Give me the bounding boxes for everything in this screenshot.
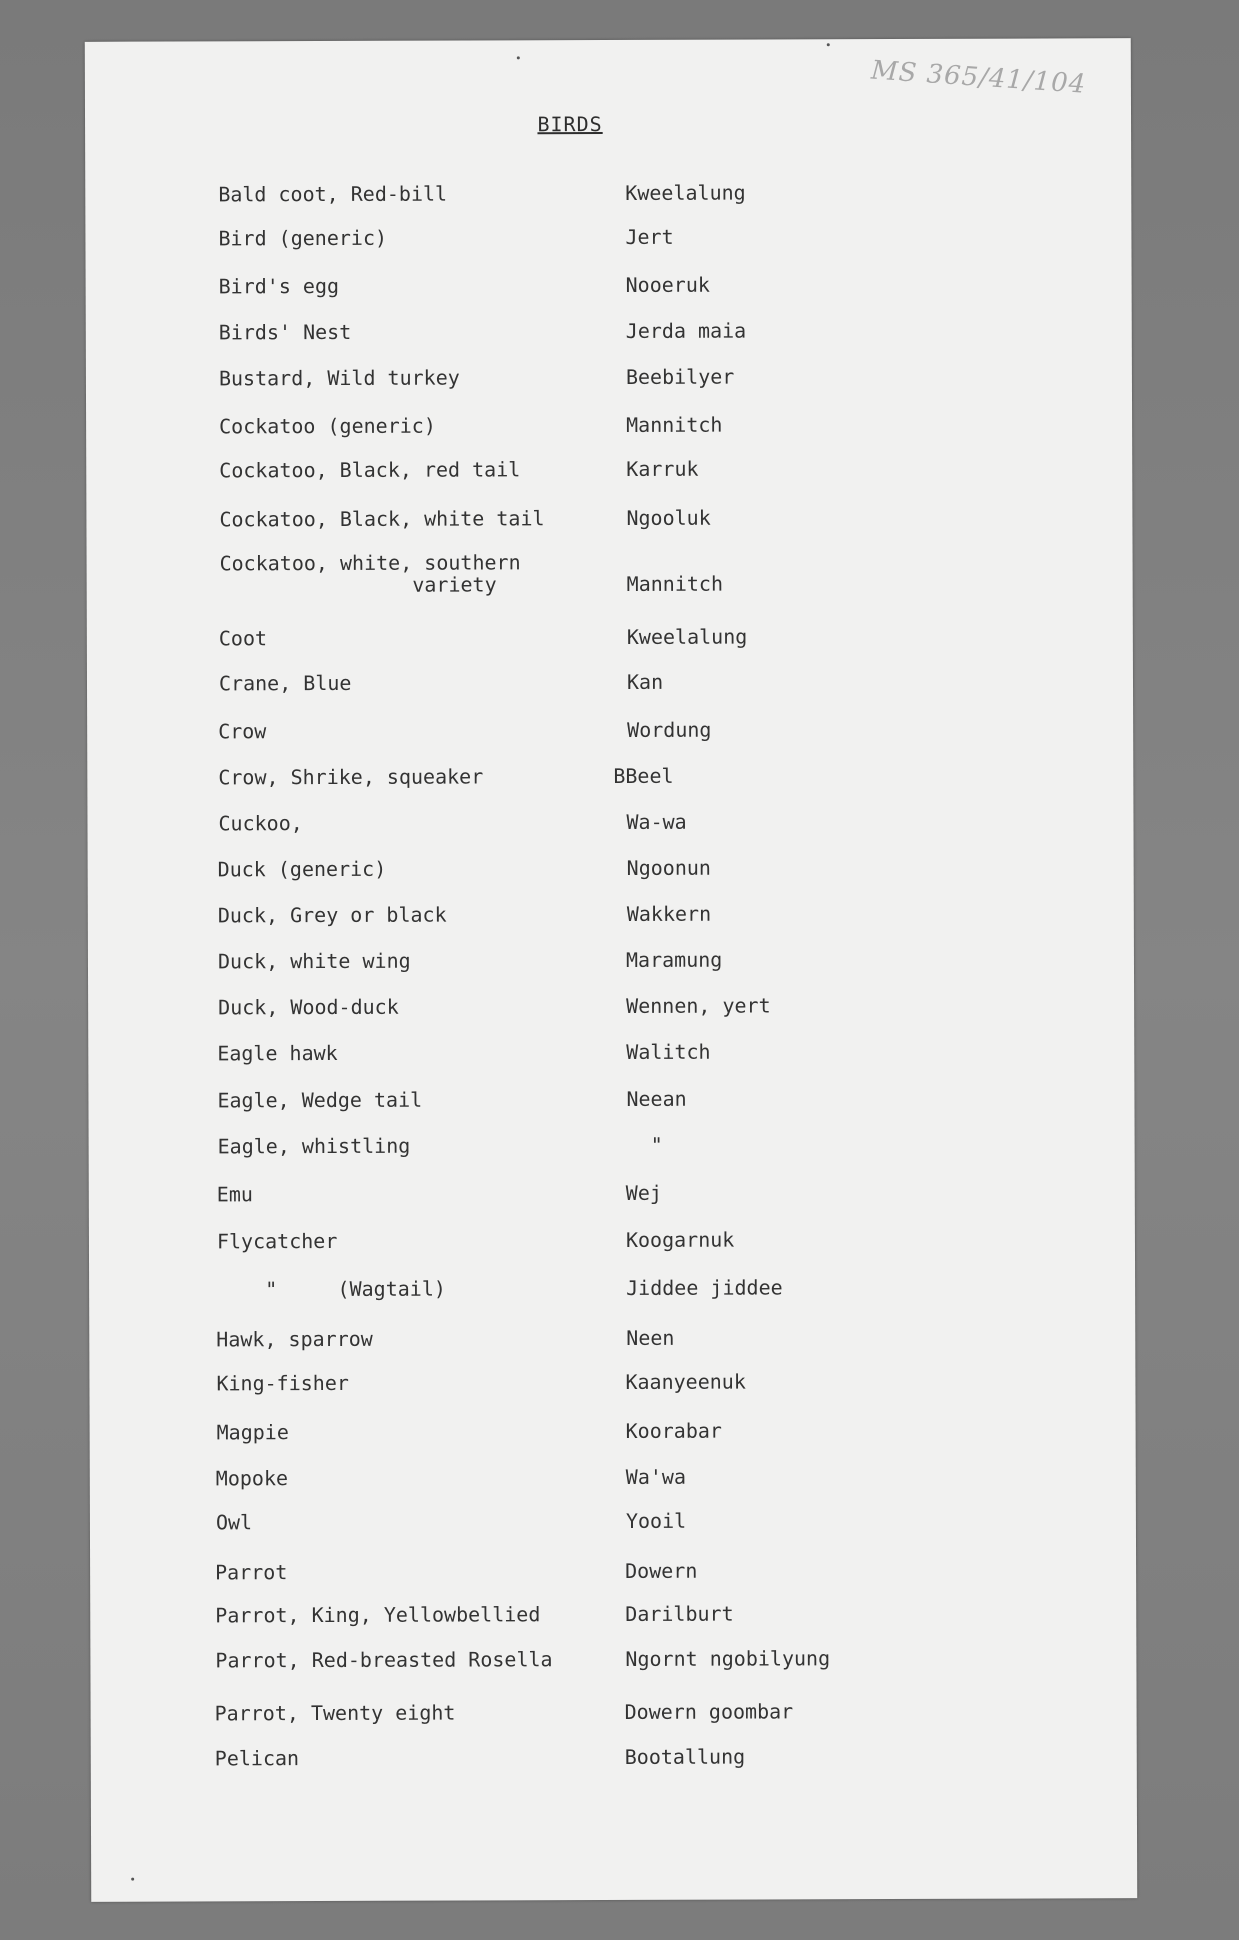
aboriginal-term: Mannitch [626, 571, 724, 596]
aboriginal-term: Nooeruk [625, 272, 710, 297]
english-term: Parrot [215, 1560, 288, 1585]
english-term: " (Wagtail) [217, 1276, 446, 1302]
list-item [90, 1464, 1136, 1491]
aboriginal-term: Jert [625, 224, 674, 249]
english-term: Cockatoo, Black, red tail [219, 457, 521, 483]
aboriginal-term: Neean [626, 1086, 687, 1111]
paper-speck [517, 56, 520, 59]
english-term: Coot [218, 626, 268, 651]
aboriginal-term: Wa-wa [626, 809, 687, 834]
english-term: Owl [215, 1510, 253, 1535]
list-item [88, 855, 1134, 882]
english-term: Parrot, King, Yellowbellied [215, 1602, 541, 1628]
english-term: Cuckoo, [218, 811, 303, 836]
aboriginal-term: Wennen, yert [626, 993, 771, 1018]
english-term: Bird (generic) [218, 225, 388, 251]
aboriginal-term: Beebilyer [625, 364, 735, 389]
list-item [86, 456, 1132, 483]
aboriginal-term: " [626, 1132, 663, 1157]
english-term: Duck (generic) [217, 856, 387, 882]
aboriginal-term: Yooil [625, 1508, 687, 1533]
aboriginal-term: Ngoonun [626, 855, 711, 880]
list-item [86, 272, 1132, 299]
english-term: Hawk, sparrow [216, 1326, 373, 1352]
list-item [90, 1418, 1136, 1445]
english-term: King-fisher [216, 1370, 349, 1396]
aboriginal-term: BBeel [613, 763, 674, 788]
aboriginal-term: Darilburt [625, 1601, 734, 1626]
english-term: Cockatoo, Black, white tail [219, 506, 545, 532]
list-item [89, 1180, 1135, 1207]
aboriginal-term: Maramung [625, 947, 723, 972]
aboriginal-term: Kaanyeenuk [625, 1369, 746, 1394]
aboriginal-term: Mannitch [626, 412, 723, 437]
english-term: Duck, Grey or black [217, 902, 447, 928]
english-term: Parrot, Red-breasted Rosella [215, 1647, 553, 1673]
list-item [86, 364, 1132, 391]
list-item [90, 1601, 1136, 1628]
list-item [88, 1086, 1134, 1113]
english-term: Duck, white wing [217, 948, 411, 974]
english-term: Cockatoo (generic) [219, 413, 436, 439]
manuscript-reference: MS 365/41/104 [870, 55, 1088, 100]
list-item [91, 1699, 1137, 1726]
aboriginal-term: Wakkern [626, 901, 712, 926]
list-item [86, 412, 1132, 439]
aboriginal-term: Dowern goombar [624, 1699, 794, 1724]
aboriginal-term: Kan [626, 669, 664, 694]
list-item [87, 549, 1133, 598]
english-term: Birds' Nest [218, 319, 352, 345]
list-item [87, 809, 1133, 836]
aboriginal-term: Koogarnuk [625, 1227, 735, 1252]
list-item [85, 180, 1131, 207]
english-term: Eagle, Wedge tail [217, 1087, 423, 1113]
english-term: Bird's egg [218, 273, 340, 299]
list-item [90, 1558, 1136, 1585]
aboriginal-term: Wa'wa [625, 1464, 687, 1489]
english-term: Crane, Blue [218, 670, 352, 696]
aboriginal-term: Neen [626, 1325, 675, 1350]
english-term: Bustard, Wild turkey [218, 365, 460, 391]
list-item [89, 1227, 1135, 1254]
list-item [86, 505, 1132, 532]
list-item [87, 717, 1133, 744]
english-term: Emu [216, 1182, 253, 1207]
list-item [89, 1275, 1135, 1302]
list-item [91, 1744, 1137, 1771]
paper-speck [827, 43, 830, 46]
aboriginal-term: Kweelalung [626, 624, 748, 649]
list-item [88, 1039, 1134, 1066]
aboriginal-term: Jiddee jiddee [626, 1275, 783, 1300]
list-item [85, 224, 1131, 251]
list-item [88, 901, 1134, 928]
list-item [88, 947, 1134, 974]
english-term: Eagle, whistling [217, 1133, 411, 1159]
list-item [86, 318, 1132, 345]
english-term: Eagle hawk [217, 1040, 338, 1066]
paper-speck [131, 1878, 134, 1881]
aboriginal-term: Ngornt ngobilyung [625, 1646, 831, 1671]
list-item [89, 1132, 1135, 1159]
list-item [90, 1508, 1136, 1535]
list-item [89, 1369, 1135, 1396]
english-term: Flycatcher [216, 1228, 338, 1254]
typed-sheet [85, 38, 1137, 1902]
aboriginal-term: Ngooluk [626, 505, 711, 530]
list-item [87, 763, 1133, 790]
english-term: Parrot, Twenty eight [214, 1700, 456, 1726]
aboriginal-term: Wej [625, 1180, 662, 1205]
aboriginal-term: Dowern [625, 1558, 698, 1583]
aboriginal-term: Wordung [627, 717, 712, 742]
list-item [90, 1646, 1136, 1673]
aboriginal-term: Koorabar [625, 1418, 722, 1443]
english-term: Crow, Shrike, squeaker [218, 764, 484, 790]
english-term: Mopoke [215, 1466, 289, 1491]
aboriginal-term: Jerda maia [625, 318, 747, 343]
bird-vocabulary-list [85, 38, 1137, 1902]
aboriginal-term: Walitch [626, 1039, 711, 1064]
english-term: Magpie [216, 1420, 289, 1445]
list-item [87, 669, 1133, 696]
english-term: Cockatoo, white, southern variety [219, 550, 521, 598]
english-term: Bald coot, Red-bill [218, 181, 448, 207]
english-term: Duck, Wood-duck [218, 994, 399, 1020]
english-term: Crow [218, 719, 267, 744]
page-title: BIRDS [537, 112, 603, 137]
list-item [88, 993, 1134, 1020]
aboriginal-term: Kweelalung [625, 180, 746, 205]
list-item [89, 1325, 1135, 1352]
aboriginal-term: Bootallung [624, 1744, 746, 1769]
list-item [87, 624, 1133, 651]
english-term: Pelican [214, 1746, 300, 1771]
aboriginal-term: Karruk [626, 456, 699, 481]
